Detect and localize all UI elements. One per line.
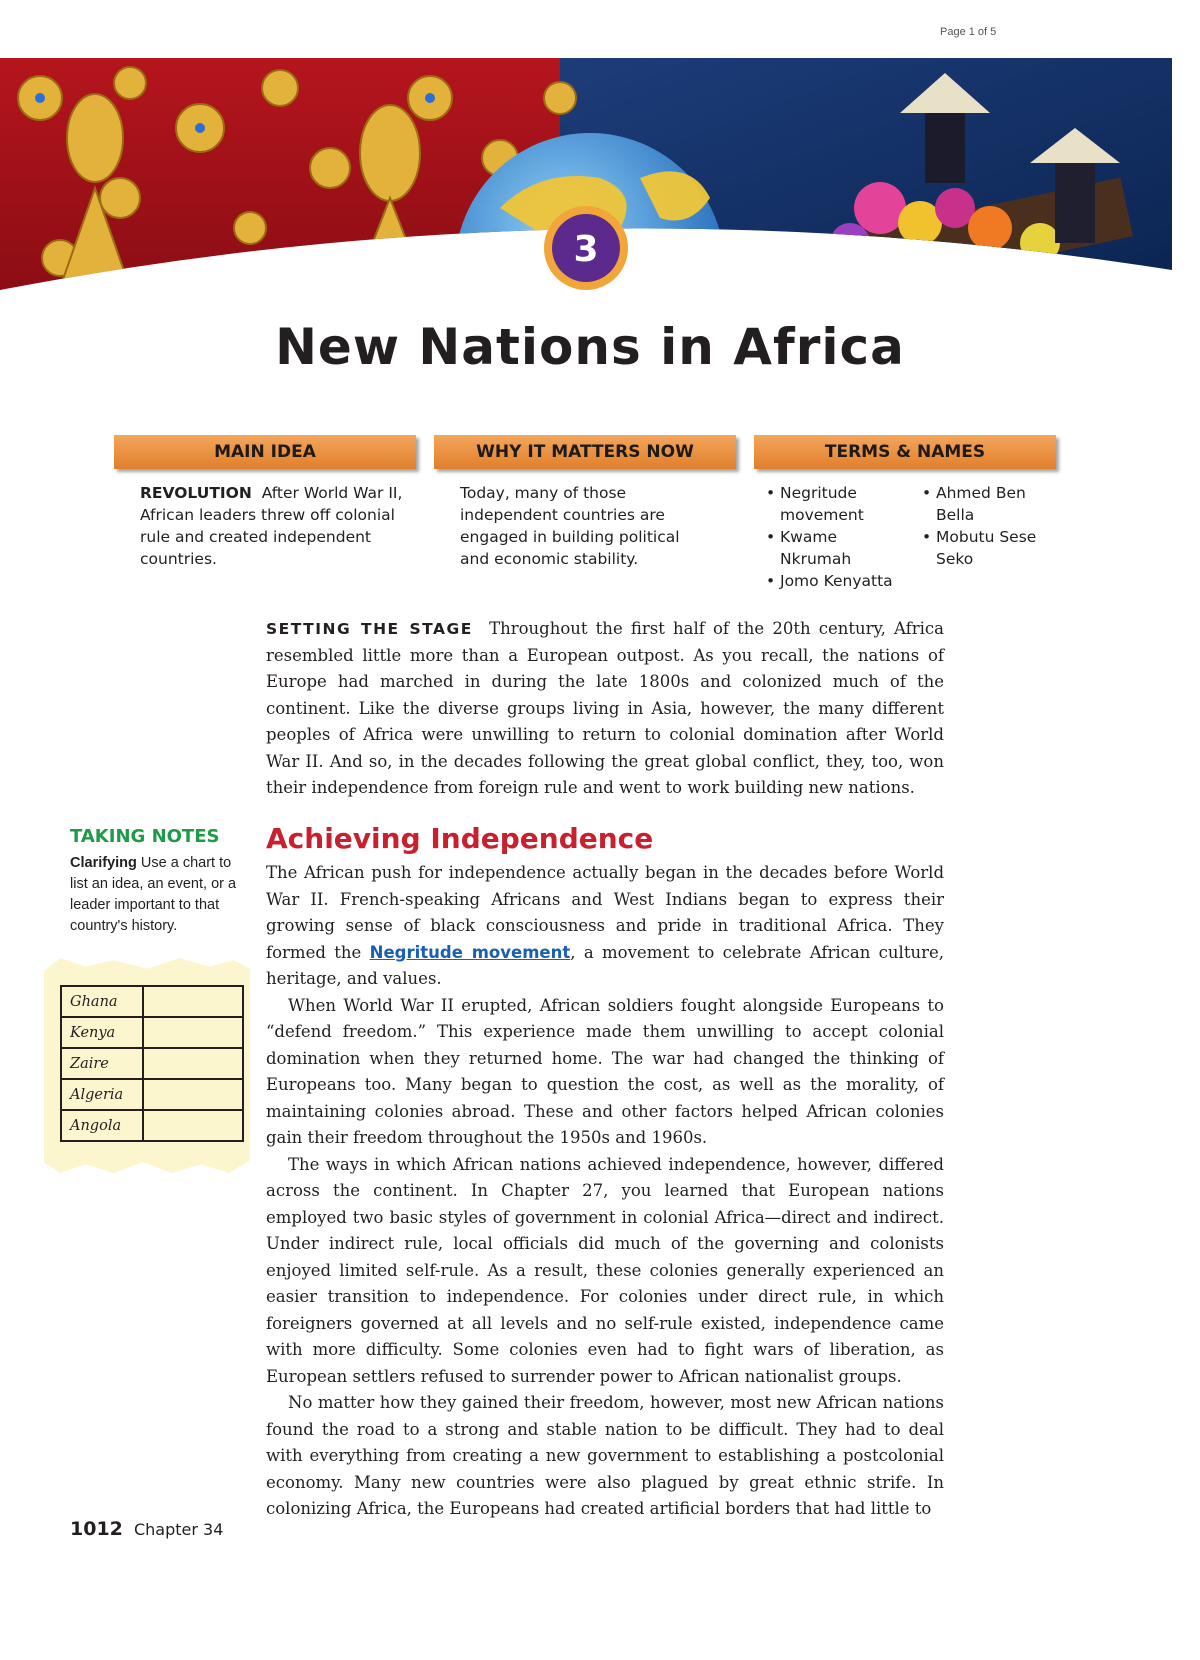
term-negritude-movement[interactable]: • Negritude movement (764, 482, 904, 526)
main-idea-keyword: REVOLUTION (140, 484, 252, 502)
terms-list-col2 (920, 482, 1040, 570)
term-jomo-kenyatta[interactable]: • Jomo Kenyatta (764, 570, 904, 592)
notes-country-kenya: Kenya (61, 1017, 143, 1048)
section-body (266, 860, 944, 1523)
paragraph-1-tail: , a movement to celebrate African culture, heritage, and values. (266, 942, 944, 988)
paragraph-4: No matter how they gained their freedom, however, most new African nations found the road to a strong and stable nation to be difficult. They had to deal with everything from creating a new government to establishing a postcolonial economy. Many new countries were also plagued by great ethnic strife. In colonizing Africa, the Europeans had created artificial borders that had little to (266, 1393, 944, 1518)
main-idea-body: After World War II, African leaders threw off colonial rule and created independent countries. (140, 484, 403, 568)
notes-blank-cell[interactable] (143, 1048, 243, 1079)
taking-notes-skill: Clarifying (70, 855, 137, 871)
paragraph-1 (266, 860, 944, 993)
setting-the-stage-text: Throughout the first half of the 20th century, Africa resembled little more than a European outpost. As you recall, the nations of Europe had marched in during the late 1800s and colonized much of the continent. Like the diverse groups living in Asia, however, the many different peoples of Africa were unwilling to return to colonial domination after World War II. And so, in the decades following the great global conflict, they, too, won their independence from foreign rule and went to work building new nations. (266, 619, 944, 797)
taking-notes-heading: TAKING NOTES (70, 826, 220, 847)
taking-notes-text: Use a chart to list an idea, an event, or a leader important to that country's history. (70, 855, 237, 934)
notes-blank-cell[interactable] (143, 1017, 243, 1048)
page-number: 1012 (70, 1518, 123, 1540)
section-number-badge: 3 (573, 229, 599, 270)
main-idea-tab: MAIN IDEA (114, 435, 416, 469)
chapter-banner-image (0, 58, 1172, 290)
notes-chart (60, 985, 244, 1142)
terms-list-col1 (764, 482, 904, 592)
paragraph-2: When World War II erupted, African soldiers fought alongside Europeans to “defend freedom.” This experience made them unwilling to accept colonial domination when they returned home. The war had changed the thinking of Europeans too. Many began to question the cost, as well as the morality, of maintaining colonies abroad. These and other factors helped African colonies gain their freedom throughout the 1950s and 1960s. (266, 995, 944, 1147)
taking-notes-instructions (70, 853, 245, 937)
notes-row (61, 1110, 243, 1141)
page-footer (70, 1518, 223, 1540)
notes-country-ghana: Ghana (61, 986, 143, 1017)
setting-the-stage (266, 616, 944, 802)
setting-the-stage-label: SETTING THE STAGE (266, 620, 473, 638)
term-ahmed-ben-bella[interactable]: • Ahmed Ben Bella (920, 482, 1040, 526)
term-mobutu-sese-seko[interactable]: • Mobutu Sese Seko (920, 526, 1040, 570)
notes-country-angola: Angola (61, 1110, 143, 1141)
notes-row (61, 1048, 243, 1079)
notes-country-zaire: Zaire (61, 1048, 143, 1079)
main-idea-text (140, 482, 410, 570)
why-it-matters-text: Today, many of those independent countries are engaged in building political and economic stability. (460, 484, 680, 568)
section-heading: Achieving Independence (266, 822, 654, 855)
negritude-movement-link[interactable]: Negritude movement (369, 942, 571, 962)
notes-blank-cell[interactable] (143, 1110, 243, 1141)
why-it-matters-tab: WHY IT MATTERS NOW (434, 435, 736, 469)
notes-blank-cell[interactable] (143, 986, 243, 1017)
term-kwame-nkrumah[interactable]: • Kwame Nkrumah (764, 526, 904, 570)
page-counter: Page 1 of 5 (940, 26, 997, 38)
chapter-label: Chapter 34 (133, 1520, 224, 1539)
notes-row (61, 1079, 243, 1110)
notes-row (61, 986, 243, 1017)
terms-names-tab: TERMS & NAMES (754, 435, 1056, 469)
paragraph-1-text: The African push for independence actually began in the decades before World War II. French-speaking Africans and West Indians began to express their growing sense of black consciousness and pride in traditional Africa. They formed the (266, 863, 944, 962)
paragraph-3: The ways in which African nations achieved independence, however, differed across the continent. In Chapter 27, you learned that European nations employed two basic styles of government in colonial Africa—direct and indirect. Under indirect rule, local officials did much of the governing and colonists enjoyed limited self-rule. As a result, these colonies generally experienced an easier transition to independence. For colonies under direct rule, in which foreigners governed at all levels and no self-rule existed, independence came with more difficulty. Some colonies even had to fight wars of liberation, as European settlers refused to surrender power to African nationalist groups. (266, 1154, 944, 1386)
notes-blank-cell[interactable] (143, 1079, 243, 1110)
notes-country-algeria: Algeria (61, 1079, 143, 1110)
notes-row (61, 1017, 243, 1048)
page-title: New Nations in Africa (275, 318, 905, 376)
